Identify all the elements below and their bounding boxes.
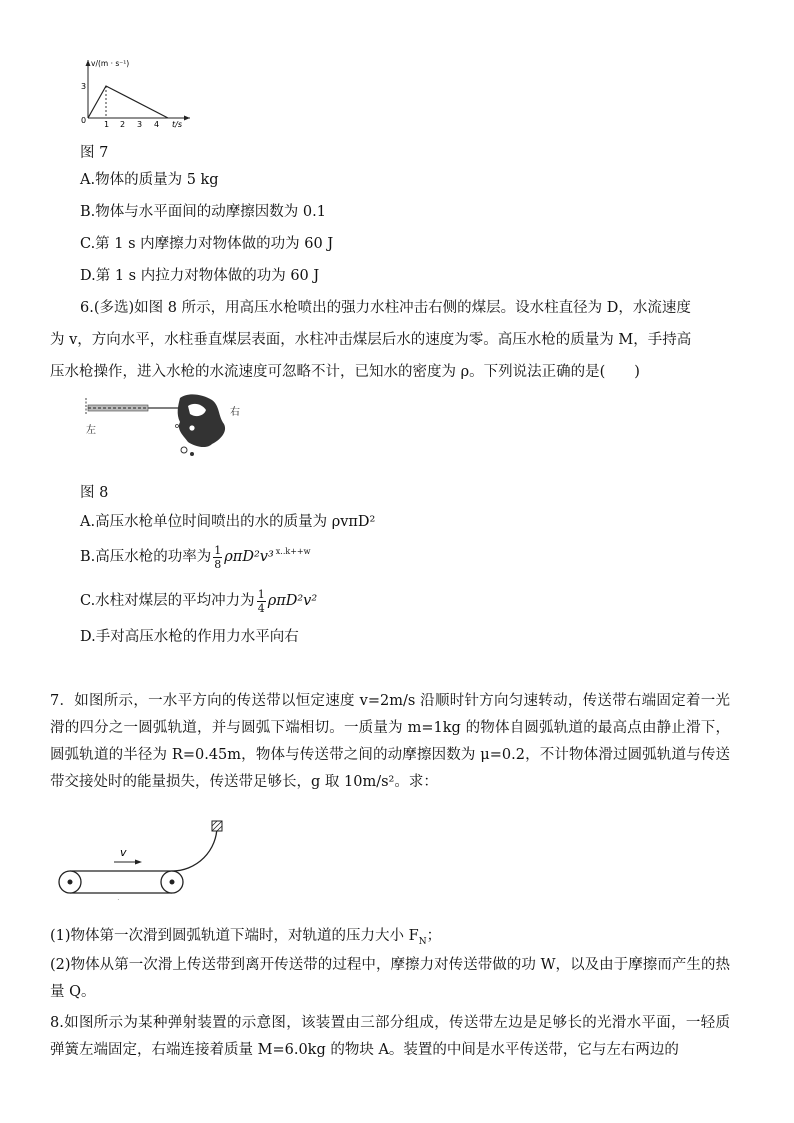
q7-stem: 7．如图所示，一水平方向的传送带以恒定速度 v=2m/s 沿顺时针方向匀速转动，传送带右端固定着一光滑的四分之一圆弧轨道，并与圆弧下端相切。一质量为 m=1kg 的物体自圆弧轨道的最高点由静止滑下，圆弧轨道的半径为 R=0.45m，物体与传送带之间的动摩擦因数为 μ=0.2，不计物体滑过圆弧轨道与传送带交接处时的能量损失，传送带足够长，g 取 10m/s²。求： (50, 693, 730, 790)
q6-stem-line2: 为 v，方向水平，水柱垂直煤层表面，水柱冲击煤层后水的速度为零。高压水枪的质量为 M，手持高 (50, 332, 692, 348)
fig7-caption: 图 7 (80, 145, 109, 161)
y-tick-3: 3 (81, 82, 87, 91)
q7-sub1-end: ； (426, 928, 442, 944)
velocity-label: v (120, 846, 127, 859)
q7-sub1-subscript: N (418, 936, 427, 947)
q6-option-c-expr: ρπD²v² (267, 593, 318, 609)
fragment (189, 425, 195, 431)
fraction-numerator: 1 (214, 543, 222, 557)
x-axis-label: t/s (172, 120, 182, 128)
q5-option-a: A.物体的质量为 5 kg (80, 172, 219, 188)
q6-option-b (80, 540, 310, 574)
q5-option-b: B.物体与水平面间的动摩擦因数为 0.1 (80, 204, 326, 220)
x-tick-2: 2 (120, 120, 126, 128)
q6-stem-line3: 压水枪操作，进入水枪的水流速度可忽略不计，已知水的密度为 ρ。下列说法正确的是( ) (50, 364, 640, 380)
q6-option-b-text: B.高压水枪的功率为 (80, 549, 212, 565)
q7-sub2: (2)物体从第一次滑上传送带到离开传送带的过程中，摩擦力对传送带做的功 W，以及由于摩擦而产生的热量 Q。 (50, 957, 730, 1000)
q8-stem: 8.如图所示为某种弹射装置的示意图，该装置由三部分组成，传送带左边是足够长的光滑水平面，一轻质弹簧左端固定，右端连接着质量 M=6.0kg 的物块 A。装置的中间是水平传送带，它与左右两边的 (50, 1015, 730, 1058)
coal-seam (178, 394, 225, 447)
x-tick-1: 1 (104, 120, 110, 128)
x-tick-3: 3 (137, 120, 143, 128)
fragment (176, 425, 179, 428)
fragment (190, 452, 194, 456)
fig8-right-label: 右 (230, 407, 240, 418)
q6-option-a: A.高压水枪单位时间喷出的水的质量为 ρvπD² (80, 514, 376, 530)
fig8-caption: 图 8 (80, 485, 109, 501)
q6-option-d: D.手对高压水枪的作用力水平向右 (80, 629, 299, 645)
left-pulley-axle (68, 880, 73, 885)
q7-conveyor-figure (56, 818, 236, 900)
fragment (181, 447, 187, 453)
q6-stem-line1: 6.(多选)如图 8 所示，用高压水枪喷出的强力水柱冲击右侧的煤层。设水柱直径为 D，水流速度 (80, 300, 691, 316)
right-pulley-axle (170, 880, 175, 885)
q7-sub1 (50, 926, 441, 952)
quarter-arc-track (172, 826, 217, 871)
y-axis-arrow (86, 60, 91, 66)
q7-sub1-text: (1)物体第一次滑到圆弧轨道下端时，对轨道的压力大小 F (50, 928, 419, 944)
velocity-line (88, 86, 168, 118)
q5-option-d: D.第 1 s 内拉力对物体做的功为 60 J (80, 268, 320, 284)
q6-option-c-text: C.水柱对煤层的平均冲力为 (80, 593, 255, 609)
fig8-water-jet (80, 392, 245, 464)
fraction-denominator: 8 (214, 557, 222, 571)
fraction-numerator: 1 (257, 587, 265, 601)
y-axis-label: v/(m · s⁻¹) (91, 59, 130, 68)
q5-option-c: C.第 1 s 内摩擦力对物体做的功为 60 J (80, 236, 334, 252)
q6-option-b-expr: ρπD²v³ (224, 549, 274, 565)
x-tick-4: 4 (154, 120, 160, 128)
return-arrowhead (112, 900, 119, 901)
velocity-arrowhead (135, 860, 142, 865)
x-axis-arrow (184, 116, 190, 121)
q6-option-b-fraction (213, 544, 222, 571)
q6-option-c (80, 584, 317, 618)
fig7-vt-graph (78, 56, 198, 128)
fig8-left-label: 左 (86, 425, 96, 436)
q6-option-c-fraction (257, 588, 266, 615)
origin-label: 0 (81, 116, 87, 125)
fraction-denominator: 4 (257, 601, 265, 615)
q6-option-b-tail: x..k++w (275, 547, 311, 556)
